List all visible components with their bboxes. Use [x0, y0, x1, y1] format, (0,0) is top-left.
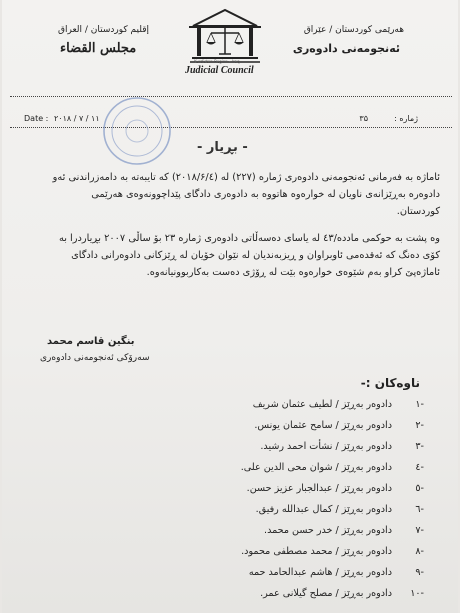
- list-item: [124, 588, 424, 600]
- header-region-kurdish: هەرێمی کوردستان / عێراق: [303, 25, 404, 35]
- names-header: ناوەکان :-: [360, 376, 420, 390]
- list-item-number: -۳: [415, 441, 424, 452]
- list-item-number: -۹: [415, 567, 424, 578]
- logo-subtitle: Kurdistan Region - Iraq: [194, 59, 240, 64]
- paragraph1-line: دادوەرە بەڕێزانەی ناویان لە خوارەوە هاتووە بە دادوەری دادگای پێداچوونەوەی هەرێمی: [91, 189, 440, 200]
- number-label: ژمارە :: [394, 114, 418, 123]
- date-divider: [10, 127, 452, 128]
- header-region-arabic: إقليم كوردستان / العراق: [58, 25, 150, 35]
- paragraph2-line: ئاماژەپێ کراو بەم شێوەی خوارەوە بێت لە ڕۆژی دەست بەکاربوونیانەوە.: [146, 267, 440, 278]
- list-item-number: -۲: [415, 420, 424, 431]
- signatory-name: بنگین قاسم محمد: [47, 336, 135, 347]
- paragraph1-line: کوردستان.: [396, 206, 440, 217]
- list-item-text: دادوەر بەڕێز / هاشم عبدالحامد حمە: [248, 567, 392, 578]
- list-item-text: دادوەر بەڕێز / سامح عثمان یونس.: [254, 420, 392, 431]
- number-value: ۳۵: [359, 114, 368, 123]
- list-item-number: -۱: [415, 399, 424, 410]
- list-item-text: دادوەر بەڕێز / لطیف عثمان شریف: [252, 399, 392, 410]
- date-label: Date :: [24, 114, 49, 123]
- list-item: [124, 525, 424, 537]
- list-item-text: دادوەر بەڕێز / کمال عبداللە رفیق.: [255, 504, 392, 515]
- list-item: [124, 420, 424, 432]
- list-item: [124, 567, 424, 579]
- document-page: [2, 0, 458, 613]
- paragraph2-line: وە پشت بە حوکمی ماددە/٤٣ لە یاسای دەسەڵاتی دادوەری ژمارە ۲۳ بۆ ساڵی ۲۰۰۷ بڕیاردرا بە: [58, 233, 440, 244]
- list-item: [124, 399, 424, 411]
- list-item-number: -٦: [415, 504, 424, 515]
- list-item-number: -۱۰: [410, 588, 424, 599]
- header-divider: [10, 96, 452, 97]
- list-item: [124, 483, 424, 495]
- list-item-number: -۷: [415, 525, 424, 536]
- list-item-text: دادوەر بەڕێز / مصلح گیلانی عمر.: [260, 588, 392, 599]
- paragraph1-line: ئاماژە بە فەرمانی ئەنجومەنی دادوەری ژمارە (۲۲۷) لە (۲۰۱۸/۶/٤) کە تایبەتە بە دامەزراندنی ئەو: [52, 172, 440, 183]
- list-item-number: -٥: [415, 483, 424, 494]
- document-title: - بڕیار -: [197, 140, 248, 155]
- list-item-number: -٤: [415, 462, 424, 473]
- official-stamp-icon: [100, 94, 174, 168]
- list-item-text: دادوەر بەڕێز / عبدالجبار عزیز حسن.: [246, 483, 392, 494]
- signatory-title: سەرۆکی ئەنجومەنی دادوەری: [40, 353, 150, 363]
- list-item: [124, 441, 424, 453]
- list-item-text: دادوەر بەڕێز / خدر حسن محمد.: [264, 525, 392, 536]
- list-item-text: دادوەر بەڕێز / نشأت احمد رشید.: [260, 441, 392, 452]
- judicial-council-logo: [180, 6, 270, 66]
- header-council-arabic: مجلس القضاء: [60, 41, 137, 56]
- date-value: ۲۰۱۸ / ۷ / ۱۱: [54, 114, 100, 123]
- list-item: [124, 546, 424, 558]
- list-item-number: -۸: [415, 546, 424, 557]
- header-council-kurdish: ئەنجومەنی دادوەری: [292, 42, 400, 55]
- list-item-text: دادوەر بەڕێز / شوان محی الدین علی.: [240, 462, 392, 473]
- list-item: [124, 462, 424, 474]
- list-item-text: دادوەر بەڕێز / محمد مصطفی محمود.: [241, 546, 392, 557]
- list-item: [124, 504, 424, 516]
- logo-title: Judicial Council: [185, 65, 254, 76]
- paragraph2-line: کۆی دەنگ کە ئەقدەمی ئاوبراوان و ڕیزبەندیان لە نێوان خۆیان لە ڕێزکانی دادوەرانی دادگای: [71, 250, 440, 261]
